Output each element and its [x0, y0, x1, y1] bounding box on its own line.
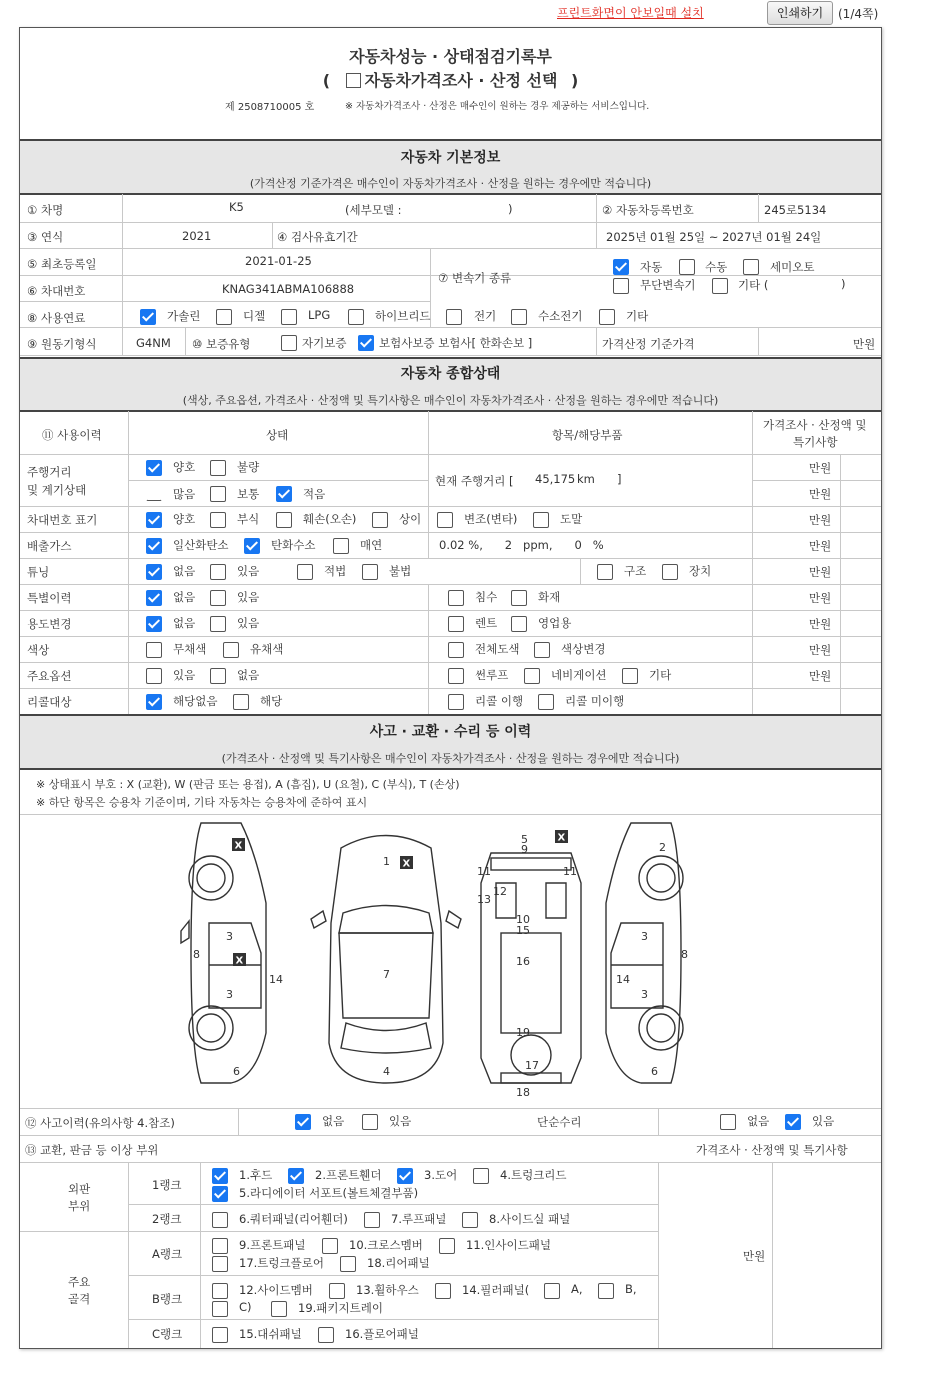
fuel-electric-checkbox[interactable]	[446, 309, 462, 325]
top-bar	[0, 0, 930, 28]
tuning-device-checkbox[interactable]	[662, 564, 678, 580]
trans-other-label: 기타 (	[738, 278, 769, 292]
special-fire-checkbox[interactable]	[511, 590, 527, 606]
part-pillar-a-label: A,	[571, 1282, 583, 1296]
accident-yes-checkbox[interactable]	[362, 1114, 378, 1130]
usage-change-yes-label: 있음	[237, 616, 260, 630]
trans-semiauto-label: 세미오토	[770, 260, 815, 274]
part-number-14-left: 14	[269, 973, 283, 986]
usage-history-header: ⑪ 사용이력	[42, 428, 102, 442]
part-number-10: 10	[516, 913, 530, 926]
mileage-normal-checkbox[interactable]	[210, 486, 226, 502]
item-header: 항목/해당부품	[552, 428, 623, 442]
inspection-document	[19, 27, 882, 1349]
part-radiator-support-checkbox[interactable]	[212, 1186, 228, 1202]
warranty-self-checkbox[interactable]	[281, 335, 297, 351]
vin-mark-good-checkbox[interactable]	[146, 512, 162, 528]
color-full-paint-checkbox[interactable]	[448, 642, 464, 658]
mileage-price-unit-1: 만원	[809, 461, 832, 475]
options-yes-label: 있음	[173, 668, 196, 682]
subtitle-text: 자동차가격조사 · 산정 선택	[364, 71, 558, 90]
top-view-body-outline	[329, 836, 443, 1084]
part-door-checkbox[interactable]	[397, 1168, 413, 1184]
part-front-panel-checkbox[interactable]	[212, 1238, 228, 1254]
part-number-4: 4	[383, 1065, 390, 1078]
part-number-3-right-rear: 3	[641, 988, 648, 1001]
recall-applicable-label: 해당	[260, 694, 283, 708]
fuel-other-label: 기타	[626, 309, 649, 323]
mileage-good-checkbox[interactable]	[146, 460, 162, 476]
options-price-unit: 만원	[809, 669, 832, 683]
special-fire-label: 화재	[538, 590, 561, 604]
current-mileage-unit: km	[577, 472, 595, 486]
trans-manual-checkbox[interactable]	[679, 259, 695, 275]
tuning-none-label: 없음	[173, 564, 196, 578]
trans-other-close: )	[841, 277, 846, 291]
special-yes-label: 있음	[237, 590, 260, 604]
part-trunk-lid-label: 4.트렁크리드	[500, 1168, 567, 1182]
price-note-label: 가격조사 · 산정액 및 특기사항	[696, 1143, 848, 1157]
vin-mark-mismatch-checkbox[interactable]	[372, 512, 388, 528]
document-subtitle	[20, 68, 881, 91]
fuel-label: ⑧ 사용연료	[27, 311, 86, 325]
vin-mark-painted-checkbox[interactable]	[533, 512, 549, 528]
trans-auto-label: 자동	[640, 260, 663, 274]
part-inside-panel-label: 11.인사이드패널	[466, 1238, 551, 1252]
color-change-label: 색상변경	[561, 642, 606, 656]
accident-subtitle: (가격조사 · 산정액 및 특기사항은 매수인이 자동차가격조사 · 산정을 원하는 경우에만 적습니다)	[221, 752, 680, 765]
part-number-3-left-front: 3	[226, 930, 233, 943]
part-floor-panel-checkbox[interactable]	[318, 1327, 334, 1343]
part-wheel-house-checkbox[interactable]	[329, 1283, 345, 1299]
tuning-yes-label: 있음	[237, 564, 260, 578]
color-full-paint-label: 전체도색	[475, 642, 520, 656]
vin-mark-good-label: 양호	[173, 512, 196, 526]
vin-mark-altered-label: 변조(변타)	[464, 512, 518, 526]
fuel-hydrogen-checkbox[interactable]	[511, 309, 527, 325]
options-other-checkbox[interactable]	[622, 668, 638, 684]
engine-value: G4NM	[136, 336, 171, 350]
special-history-label: 특별이력	[27, 591, 72, 605]
vin-mark-mismatch-label: 상이	[399, 512, 422, 526]
part-dash-panel-label: 15.대쉬패널	[239, 1327, 302, 1341]
year-label: ③ 연식	[27, 230, 64, 244]
simple-repair-yes-label: 있음	[812, 1114, 835, 1128]
vin-value: KNAG341ABMA106888	[222, 282, 355, 296]
fuel-gasoline-label: 가솔린	[167, 309, 201, 323]
tuning-illegal-label: 불법	[389, 564, 412, 578]
part-roof-panel-checkbox[interactable]	[364, 1212, 380, 1228]
tuning-legal-label: 적법	[324, 564, 347, 578]
accident-none-checkbox[interactable]	[295, 1114, 311, 1130]
part-side-sill-label: 8.사이드실 패널	[489, 1212, 571, 1226]
options-sunroof-label: 썬루프	[475, 668, 509, 682]
page-indicator: (1/4쪽)	[838, 7, 879, 21]
color-chromatic-checkbox[interactable]	[223, 642, 239, 658]
fuel-diesel-checkbox[interactable]	[216, 309, 232, 325]
part-number-13: 13	[477, 893, 491, 906]
mark-hood-exchange: X	[402, 858, 411, 870]
part-side-member-label: 12.사이드멤버	[239, 1283, 313, 1297]
options-navigation-label: 네비게이션	[551, 668, 607, 682]
emission-hc-label: 탄화수소	[271, 538, 316, 552]
car-name-label: ① 차명	[27, 203, 64, 217]
right-front-wheel	[639, 856, 683, 900]
left-front-wheel	[189, 856, 233, 900]
warranty-insurance-label: 보험사보증 보험사[ 한화손보 ]	[379, 336, 533, 350]
part-number-8-right: 8	[681, 948, 688, 961]
first-reg-value: 2021-01-25	[245, 254, 312, 268]
mileage-low-label: 적음	[303, 487, 326, 501]
recall-done-checkbox[interactable]	[448, 694, 464, 710]
part-inside-panel-checkbox[interactable]	[439, 1238, 455, 1254]
recall-not-done-label: 리콜 미이행	[565, 694, 625, 708]
diagram-part-numbers	[193, 833, 688, 1099]
mileage-bad-checkbox[interactable]	[210, 460, 226, 476]
emission-co-label: 일산화탄소	[173, 538, 229, 552]
diagram-exchange-marks	[232, 830, 568, 967]
emission-smoke-label: 매연	[360, 538, 383, 552]
frame-label-2: 골격	[68, 1292, 91, 1306]
vin-mark-damage-checkbox[interactable]	[276, 512, 292, 528]
mark-left-door-exchange: X	[235, 955, 244, 967]
options-no-checkbox[interactable]	[210, 668, 226, 684]
underbody-front-panel	[491, 858, 571, 870]
basic-info-title: 자동차 기본정보	[400, 150, 501, 166]
simple-repair-yes-checkbox[interactable]	[785, 1114, 801, 1130]
car-damage-diagram	[171, 793, 701, 1099]
part-wheel-house-label: 13.휠하우스	[356, 1283, 419, 1297]
parts-label: ⑬ 교환, 판금 등 이상 부위	[25, 1143, 159, 1157]
frame-label-1: 주요	[68, 1275, 91, 1289]
part-number-3-right-front: 3	[641, 930, 648, 943]
part-number-5: 5	[521, 833, 528, 846]
passenger-car-note: ※ 하단 항목은 승용차 기준이며, 기타 자동차는 승용차에 준하여 표시	[36, 796, 368, 809]
mileage-normal-label: 보통	[237, 487, 260, 501]
special-none-label: 없음	[173, 590, 196, 604]
vin-mark-altered-checkbox[interactable]	[437, 512, 453, 528]
part-front-fender-label: 2.프론트휀더	[315, 1168, 382, 1182]
part-hood-label: 1.후드	[239, 1168, 273, 1182]
part-number-6-left: 6	[233, 1065, 240, 1078]
engine-label: ⑨ 원동기형식	[27, 337, 97, 351]
inspection-label: ④ 검사유효기간	[277, 230, 358, 244]
vin-mark-price-unit: 만원	[809, 513, 832, 527]
rankA-label: A랭크	[152, 1247, 183, 1261]
usage-rent-label: 렌트	[475, 616, 498, 630]
mileage-good-label: 양호	[173, 460, 196, 474]
left-side-body-outline	[191, 823, 266, 1083]
tuning-structure-checkbox[interactable]	[597, 564, 613, 580]
part-pillar-c-checkbox[interactable]	[212, 1301, 228, 1317]
color-change-checkbox[interactable]	[534, 642, 550, 658]
current-mileage-close: ]	[617, 472, 622, 486]
part-hood-checkbox[interactable]	[212, 1168, 228, 1184]
accident-yes-label: 있음	[389, 1114, 412, 1128]
usage-change-yes-checkbox[interactable]	[210, 616, 226, 632]
price-header-line2: 특기사항	[793, 435, 838, 449]
underbody-floor-panel	[501, 933, 561, 1033]
part-cross-member-checkbox[interactable]	[322, 1238, 338, 1254]
vin-mark-label: 차대번호 표기	[27, 513, 98, 527]
part-rear-panel-checkbox[interactable]	[340, 1256, 356, 1272]
part-number-8-left: 8	[193, 948, 200, 961]
part-number-14-right: 14	[616, 973, 630, 986]
tuning-price-unit: 만원	[809, 565, 832, 579]
vin-mark-corrosion-checkbox[interactable]	[210, 512, 226, 528]
tuning-structure-label: 구조	[624, 564, 647, 578]
emission-co-checkbox[interactable]	[146, 538, 162, 554]
install-notice-link[interactable]: 프린트화면이 안보일때 설치	[557, 6, 704, 20]
right-side-body-outline	[606, 823, 681, 1083]
part-roof-panel-label: 7.루프패널	[391, 1212, 447, 1226]
mileage-many-checkbox[interactable]	[146, 485, 162, 501]
outer-panel-label-1: 외판	[68, 1182, 91, 1196]
detail-model-label: (세부모델 :	[345, 203, 402, 217]
warranty-self-label: 자기보증	[302, 336, 347, 350]
current-mileage-value: 45,175	[535, 472, 576, 486]
parts-price-unit: 만원	[743, 1249, 766, 1263]
tuning-label: 튜닝	[27, 565, 50, 579]
part-number-7: 7	[383, 968, 390, 981]
outer-panel-label-2: 부위	[68, 1199, 91, 1213]
color-achromatic-checkbox[interactable]	[146, 642, 162, 658]
color-label: 색상	[27, 643, 50, 657]
car-name-value: K5	[229, 200, 244, 214]
recall-done-label: 리콜 이행	[475, 694, 524, 708]
vin-mark-corrosion-label: 부식	[237, 512, 260, 526]
emission-label: 배출가스	[27, 539, 72, 553]
price-basis-unit: 만원	[853, 337, 876, 351]
part-front-fender-checkbox[interactable]	[288, 1168, 304, 1184]
subtitle-close-paren: )	[570, 71, 579, 90]
rankB-label: B랭크	[152, 1292, 183, 1306]
price-assessment-checkbox[interactable]	[346, 73, 361, 88]
part-trunk-lid-checkbox[interactable]	[473, 1168, 489, 1184]
color-price-unit: 만원	[809, 643, 832, 657]
part-radiator-support-label: 5.라디에이터 서포트(볼트체결부품)	[239, 1186, 419, 1200]
rank1-label: 1랭크	[152, 1178, 182, 1192]
emission-price-unit: 만원	[809, 539, 832, 553]
first-reg-label: ⑤ 최초등록일	[27, 257, 97, 271]
year-value: 2021	[182, 229, 212, 243]
part-number-15: 15	[516, 924, 530, 937]
mileage-bad-label: 불량	[237, 460, 260, 474]
tuning-legal-checkbox[interactable]	[297, 564, 313, 580]
rankC-label: C랭크	[152, 1327, 183, 1341]
mileage-price-unit-2: 만원	[809, 487, 832, 501]
main-options-label: 주요옵션	[27, 669, 72, 683]
part-number-17: 17	[525, 1059, 539, 1072]
recall-applicable-checkbox[interactable]	[233, 694, 249, 710]
recall-label: 리콜대상	[27, 695, 72, 709]
recall-none-checkbox[interactable]	[146, 694, 162, 710]
part-package-tray-checkbox[interactable]	[271, 1301, 287, 1317]
part-front-panel-label: 9.프론트패널	[239, 1238, 306, 1252]
tuning-none-checkbox[interactable]	[146, 564, 162, 580]
trans-manual-label: 수동	[705, 260, 728, 274]
top-view-windshield	[339, 906, 433, 934]
tuning-yes-checkbox[interactable]	[210, 564, 226, 580]
part-number-9: 9	[521, 843, 528, 856]
service-notice: ※ 자동차가격조사 · 산정은 매수인이 원하는 경우 제공하는 서비스입니다.	[345, 101, 650, 112]
accident-history-label: ⑫ 사고이력(유의사항 4.참조)	[25, 1116, 175, 1130]
emission-values: 0.02 %, 2 ppm, 0 %	[439, 538, 604, 552]
usage-change-none-checkbox[interactable]	[146, 616, 162, 632]
inspection-period: 2025년 01월 25일 ~ 2027년 01월 24일	[606, 230, 822, 244]
special-flood-checkbox[interactable]	[448, 590, 464, 606]
fuel-gasoline-checkbox[interactable]	[140, 309, 156, 325]
usage-business-checkbox[interactable]	[511, 616, 527, 632]
part-package-tray-label: 19.패키지트레이	[298, 1301, 383, 1315]
part-number-1: 1	[383, 855, 390, 868]
tuning-device-label: 장치	[689, 564, 712, 578]
part-number-16: 16	[516, 955, 530, 968]
special-none-checkbox[interactable]	[146, 590, 162, 606]
options-yes-checkbox[interactable]	[146, 668, 162, 684]
fuel-hydrogen-label: 수소전기	[538, 309, 583, 323]
current-mileage-label: 현재 주행거리 [	[435, 474, 514, 488]
part-number-18: 18	[516, 1086, 530, 1099]
price-basis-label: 가격산정 기준가격	[602, 337, 695, 351]
part-pillar-panel-checkbox[interactable]	[435, 1283, 451, 1299]
usage-change-price-unit: 만원	[809, 617, 832, 631]
color-chromatic-label: 유채색	[250, 642, 284, 656]
status-subtitle: (색상, 주요옵션, 가격조사 · 산정액 및 특기사항은 매수인이 자동차가격조사 · 산정을 원하는 경우에만 적습니다)	[182, 394, 719, 407]
part-quarter-panel-label: 6.쿼터패널(리어휀더)	[239, 1212, 348, 1226]
detail-model-close: )	[508, 202, 513, 216]
part-number-19: 19	[516, 1026, 530, 1039]
emission-smoke-checkbox[interactable]	[333, 538, 349, 554]
status-title: 자동차 종합상태	[400, 366, 501, 382]
usage-change-label: 용도변경	[27, 617, 72, 631]
warranty-insurance-checkbox[interactable]	[358, 335, 374, 351]
part-cross-member-label: 10.크로스멤버	[349, 1238, 423, 1252]
options-other-label: 기타	[649, 668, 672, 682]
trans-cvt-label: 무단변속기	[640, 278, 696, 292]
fuel-hybrid-label: 하이브리드	[375, 309, 431, 323]
usage-business-label: 영업용	[538, 616, 572, 630]
fuel-diesel-label: 디젤	[243, 309, 266, 323]
price-header-line1: 가격조사 · 산정액 및	[763, 418, 867, 432]
mileage-many-label: 많음	[173, 487, 196, 501]
part-trunk-floor-checkbox[interactable]	[212, 1256, 228, 1272]
part-quarter-panel-checkbox[interactable]	[212, 1212, 228, 1228]
subtitle-open-paren: (	[322, 71, 331, 90]
options-no-label: 없음	[237, 668, 260, 682]
mileage-low-checkbox[interactable]	[276, 486, 292, 502]
accident-none-label: 없음	[322, 1114, 345, 1128]
part-pillar-a-checkbox[interactable]	[544, 1283, 560, 1299]
reg-no-label: ② 자동차등록번호	[602, 203, 694, 217]
mileage-label-1: 주행거리	[27, 465, 72, 479]
vin-mark-damage-label: 훼손(오손)	[303, 512, 357, 526]
part-dash-panel-checkbox[interactable]	[212, 1327, 228, 1343]
top-view-rear-window	[341, 1023, 431, 1053]
emission-hc-checkbox[interactable]	[244, 538, 260, 554]
basic-info-subtitle: (가격산정 기준가격은 매수인이 자동차가격조사 · 산정을 원하는 경우에만 적습니다)	[249, 177, 652, 190]
part-side-member-checkbox[interactable]	[212, 1283, 228, 1299]
document-title: 자동차성능 · 상태점검기록부	[349, 47, 552, 66]
mark-radiator-support-exchange: X	[557, 832, 566, 844]
trans-auto-checkbox[interactable]	[613, 259, 629, 275]
state-header: 상태	[266, 428, 289, 442]
simple-repair-none-label: 없음	[747, 1114, 770, 1128]
fuel-hybrid-checkbox[interactable]	[348, 309, 364, 325]
left-rear-wheel	[189, 1006, 233, 1050]
vin-mark-painted-label: 도말	[560, 512, 583, 526]
tuning-illegal-checkbox[interactable]	[362, 564, 378, 580]
usage-rent-checkbox[interactable]	[448, 616, 464, 632]
part-pillar-panel-label: 14.필러패널(	[462, 1283, 530, 1297]
transmission-label: ⑦ 변속기 종류	[438, 271, 512, 285]
options-navigation-checkbox[interactable]	[524, 668, 540, 684]
usage-change-none-label: 없음	[173, 616, 196, 630]
part-number-12: 12	[493, 885, 507, 898]
part-trunk-floor-label: 17.트렁크플로어	[239, 1256, 324, 1270]
reg-no-value: 245로5134	[764, 203, 827, 217]
trans-cvt-checkbox[interactable]	[613, 278, 629, 294]
part-number-6-right: 6	[651, 1065, 658, 1078]
trans-other-checkbox[interactable]	[712, 278, 728, 294]
part-side-sill-checkbox[interactable]	[462, 1212, 478, 1228]
part-door-label: 3.도어	[424, 1168, 458, 1182]
trans-semiauto-checkbox[interactable]	[743, 259, 759, 275]
accident-title: 사고 · 교환 · 수리 등 이력	[369, 724, 532, 740]
mileage-label-2: 및 계기상태	[27, 483, 87, 497]
special-price-unit: 만원	[809, 591, 832, 605]
print-button[interactable]: 인쇄하기	[767, 1, 833, 25]
fuel-other-checkbox[interactable]	[599, 309, 615, 325]
simple-repair-none-checkbox[interactable]	[720, 1114, 736, 1130]
part-number-11-left: 11	[477, 865, 491, 878]
warranty-label: ⑩ 보증유형	[192, 337, 251, 351]
part-number-2: 2	[659, 841, 666, 854]
part-number-3-left-rear: 3	[226, 988, 233, 1001]
fuel-electric-label: 전기	[474, 309, 497, 323]
part-pillar-c-label: C)	[239, 1300, 252, 1314]
special-yes-checkbox[interactable]	[210, 590, 226, 606]
part-pillar-b-checkbox[interactable]	[598, 1283, 614, 1299]
rank2-label: 2랭크	[152, 1212, 182, 1226]
color-achromatic-label: 무채색	[173, 642, 207, 656]
right-rear-wheel	[639, 1006, 683, 1050]
part-rear-panel-label: 18.리어패널	[367, 1256, 430, 1270]
fuel-lpg-label: LPG	[308, 308, 331, 322]
part-floor-panel-label: 16.플로어패널	[345, 1327, 419, 1341]
recall-not-done-checkbox[interactable]	[538, 694, 554, 710]
record-number: 제 2508710005 호	[225, 102, 315, 113]
status-symbol-legend: ※ 상태표시 부호 : X (교환), W (판금 또는 용접), A (흠집), U (요철), C (부식), T (손상)	[36, 778, 460, 791]
vin-label: ⑥ 차대번호	[27, 284, 86, 298]
fuel-lpg-checkbox[interactable]	[281, 309, 297, 325]
options-sunroof-checkbox[interactable]	[448, 668, 464, 684]
simple-repair-label: 단순수리	[537, 1115, 582, 1129]
mark-left-fender-exchange: X	[234, 840, 243, 852]
part-number-11-right: 11	[563, 865, 577, 878]
special-flood-label: 침수	[475, 590, 498, 604]
part-pillar-b-label: B,	[625, 1282, 637, 1296]
recall-none-label: 해당없음	[173, 694, 218, 708]
